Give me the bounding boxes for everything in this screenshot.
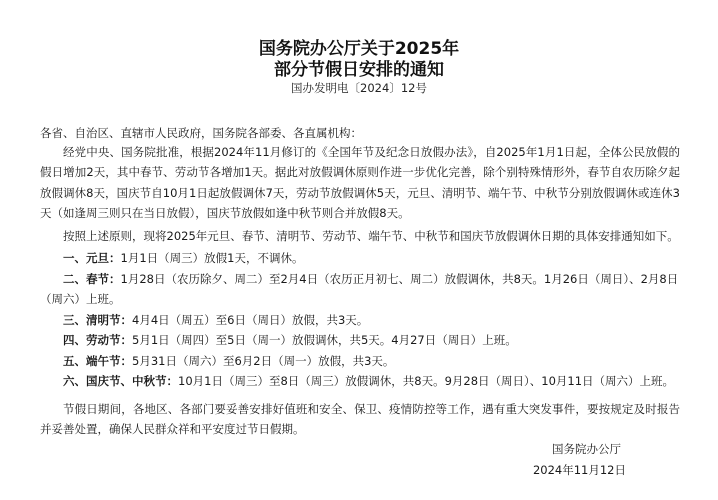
holiday-text: 10月1日（周三）至8日（周三）放假调休，共8天。9月28日（周日）、10月11日（周六）上班。 bbox=[178, 374, 675, 388]
holiday-text: 1月28日（农历除夕、周二）至2月4日（农历正月初七、周二）放假调休，共8天。1月26日（周日）、2月8日（周六）上班。 bbox=[40, 271, 679, 306]
holiday-label: 三、清明节： bbox=[63, 312, 132, 327]
document-title-line-1: 国务院办公厅关于2025年 bbox=[258, 39, 460, 59]
holiday-label: 五、端午节： bbox=[63, 353, 132, 368]
holiday-item-spring-festival bbox=[40, 269, 680, 310]
holiday-text: 4月4日（周五）至6日（周日）放假，共3天。 bbox=[132, 312, 369, 327]
document-number: 国办发明电〔2024〕12号 bbox=[291, 81, 427, 95]
holiday-text: 1月1日（周三）放假1天，不调休。 bbox=[120, 251, 304, 265]
holiday-item-national-day bbox=[40, 371, 680, 392]
closing-paragraph: 节假日期间，各地区、各部门要妥善安排好值班和安全、保卫、疫情防控等工作，遇有重大突发事件，要按规定及时报告并妥善处置，确保人民群众祥和平安度过节日假期。 bbox=[40, 402, 680, 437]
holiday-item-new-year bbox=[40, 248, 680, 269]
document-title-line-2: 部分节假日安排的通知 bbox=[274, 60, 444, 80]
holiday-item-labor-day bbox=[40, 330, 680, 351]
intro-paragraph: 经党中央、国务院批准，根据2024年11月修订的《全国年节及纪念日放假办法》，自2025年1月1日起，全体公民放假的假日增加2天，其中春节、劳动节各增加1天。据此对放假调休原则作进一步优化完善，除个别特殊情形外，春节自农历除夕起放假调休8天，国庆节自10月1日起放假调休7天，劳动节放假调休5天，元旦、清明节、端午节、中秋节分别放假调休或连休3天（如逢周三则只在当日放假），国庆节放假如逢中秋节则合并放假8天。 bbox=[40, 145, 680, 220]
holiday-item-dragon-boat bbox=[40, 351, 680, 372]
holiday-label: 六、国庆节、中秋节： bbox=[63, 374, 178, 388]
holiday-label: 四、劳动节： bbox=[63, 333, 132, 347]
holiday-label: 一、元旦： bbox=[63, 251, 121, 265]
salutation: 各省、自治区、直辖市人民政府，国务院各部委、各直属机构： bbox=[40, 126, 362, 140]
holiday-text: 5月31日（周六）至6月2日（周一）放假，共3天。 bbox=[132, 353, 395, 368]
holiday-text: 5月1日（周四）至5日（周一）放假调休，共5天。4月27日（周日）上班。 bbox=[132, 333, 517, 347]
holiday-label: 二、春节： bbox=[63, 271, 121, 286]
issuer-signature: 国务院办公厅 bbox=[552, 442, 621, 456]
issue-date: 2024年11月12日 bbox=[532, 463, 626, 477]
holiday-item-qingming bbox=[40, 310, 680, 331]
holiday-list bbox=[40, 248, 680, 392]
arrangement-intro-paragraph: 按照上述原则，现将2025年元旦、春节、清明节、劳动节、端午节、中秋节和国庆节放假调休日期的具体安排通知如下。 bbox=[63, 229, 679, 243]
